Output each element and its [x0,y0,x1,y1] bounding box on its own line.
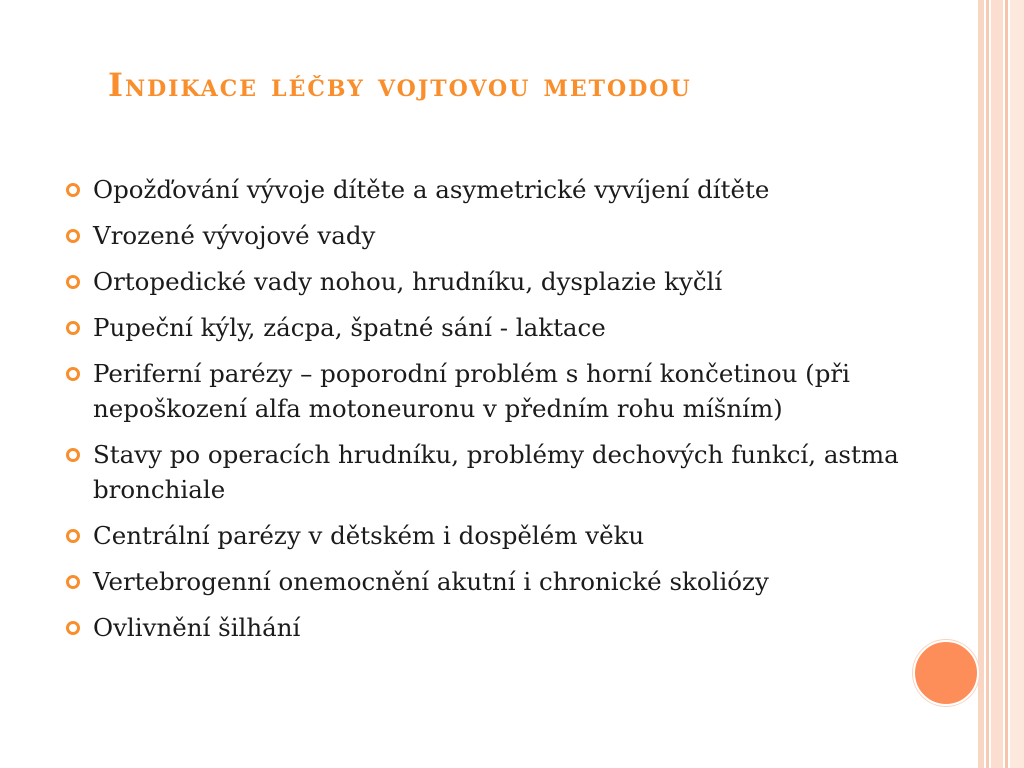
list-item [66,172,946,207]
list-item [66,518,946,553]
bullet-text: Periferní parézy – poporodní problém s horní končetinou (při nepoškození alfa motoneuronu v předním rohu míšním) [93,359,850,423]
list-item [66,218,946,253]
ring-bullet-icon [66,183,80,197]
ring-bullet-icon [66,321,80,335]
list-item [66,610,946,645]
bullet-text: Opožďování vývoje dítěte a asymetrické vyvíjení dítěte [93,175,770,204]
bullet-text: Pupeční kýly, zácpa, špatné sání - laktace [93,313,606,342]
list-item [66,564,946,599]
bullet-text: Vrozené vývojové vady [93,221,376,250]
decorative-stripe [986,0,989,768]
list-item [66,437,946,507]
ring-bullet-icon [66,621,80,635]
ring-bullet-icon [66,448,80,462]
bullet-text: Vertebrogenní onemocnění akutní i chronické skoliózy [93,567,769,596]
bullet-list [66,172,946,656]
list-item [66,310,946,345]
decorative-stripe [1005,0,1008,768]
list-item [66,264,946,299]
ring-bullet-icon [66,367,80,381]
bullet-text: Ovlivnění šilhání [93,613,301,642]
list-item [66,356,946,426]
bullet-text: Ortopedické vady nohou, hrudníku, dysplazie kyčlí [93,267,723,296]
bullet-text: Stavy po operacích hrudníku, problémy dechových funkcí, astma bronchiale [93,440,899,504]
bullet-text: Centrální parézy v dětském i dospělém věku [93,521,645,550]
slide-title: Indikace léčby vojtovou metodou [108,66,692,104]
decorative-stripe [991,0,1003,768]
ring-bullet-icon [66,229,80,243]
decorative-stripe [978,0,984,768]
decorative-stripe [1010,0,1024,768]
ring-bullet-icon [66,275,80,289]
ring-bullet-icon [66,575,80,589]
ring-bullet-icon [66,529,80,543]
